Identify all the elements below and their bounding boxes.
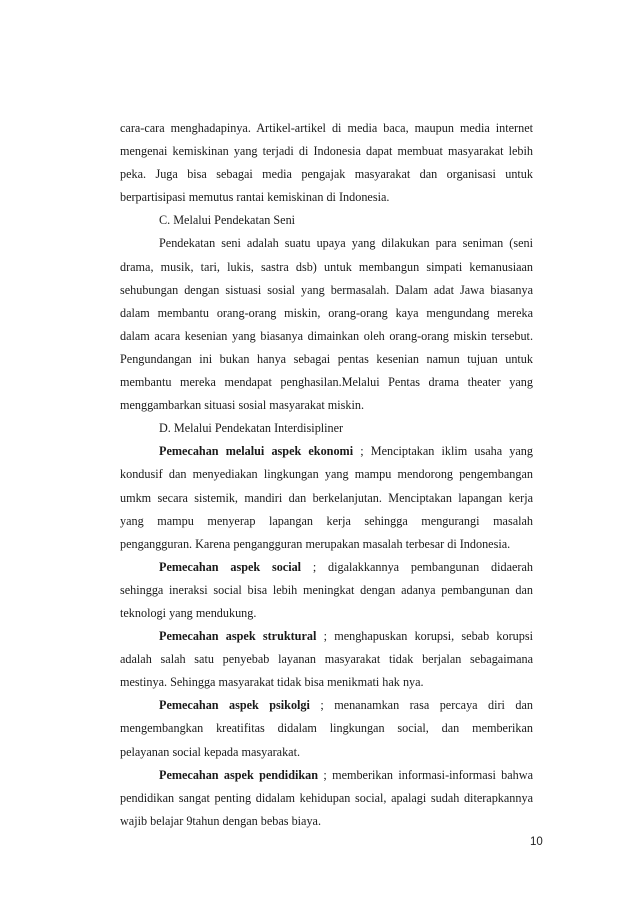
text-line [120,510,533,533]
line-text: Pendekatan seni adalah suatu upaya yang dilakukan para seniman (seni [159,236,533,251]
line-text: sehubungan dengan sistuasi sosial yang bermasalah. Dalam adat Jawa biasanya [120,282,533,297]
text-line [120,186,533,209]
line-text: membantu mereka mendapat penghasilan.Melalui Pentas drama theater yang [120,375,533,390]
text-line [120,671,533,694]
text-line [120,648,533,671]
line-text: cara-cara menghadapinya. Artikel-artikel di media baca, maupun media internet [120,121,533,135]
text-line [120,463,533,486]
line-text: C. Melalui Pendekatan Seni [159,213,296,228]
line-text: drama, musik, tari, lukis, sastra dsb) untuk membangun simpati kemanusiaan [120,259,533,274]
body-text [120,117,533,833]
text-line [120,371,533,394]
line-text: wajib belajar 9tahun dengan bebas biaya. [120,813,322,828]
line-text: adalah salah satu penyebab layanan masyarakat tidak berjalan sebagaimana [120,652,533,667]
line-text: mengenai kemiskinan yang terjadi di Indonesia dapat membuat masyarakat lebih [120,144,533,159]
bold-heading: Pemecahan aspek struktural [159,629,317,644]
text-line [120,602,533,625]
text-line [120,348,533,371]
line-text: ; menanamkan rasa percaya diri dan [309,698,533,713]
text-line [120,764,533,787]
text-line [120,717,533,740]
text-line [120,556,533,579]
line-text: ; memberikan informasi-informasi bahwa [318,767,533,782]
text-line [120,279,533,302]
text-line [120,487,533,510]
line-text: pelayanan social kepada masyarakat. [120,744,301,759]
line-text: pengangguran. Karena pengangguran merupakan masalah terbesar di Indonesia. [120,536,511,551]
line-text: mengembangkan kreatifitas didalam lingkungan social, dan memberikan [120,721,533,736]
text-line [120,440,533,463]
text-line [120,256,533,279]
text-line [120,579,533,602]
text-line [120,394,533,417]
text-line [120,232,533,255]
line-text: sehingga ineraksi social bisa lebih meningkat dengan adanya pembangunan dan [120,582,533,597]
text-line [120,163,533,186]
line-text: D. Melalui Pendekatan Interdisipliner [159,421,344,436]
line-text: ; Menciptakan iklim usaha yang [353,444,533,459]
line-text: menggambarkan situasi sosial masyarakat miskin. [120,398,365,413]
line-text: yang mampu menyerap lapangan kerja sehingga mengurangi masalah [120,513,533,528]
bold-heading: Pemecahan melalui aspek ekonomi [159,444,354,459]
line-text: peka. Juga bisa sebagai media pengajak masyarakat dan organisasi untuk [120,167,533,182]
text-line [120,325,533,348]
text-line [120,625,533,648]
line-text: Pengundangan ini bukan hanya sebagai pentas kesenian namun tujuan untuk [120,351,533,366]
text-line [120,694,533,717]
bold-heading: Pemecahan aspek psikolgi [159,698,310,713]
line-text: dalam acara kesenian yang biasanya dimainkan oleh orang-orang miskin tersebut. [120,328,533,343]
text-line [120,302,533,325]
line-text: kondusif dan menyediakan lingkungan yang mampu mendorong pengembangan [120,467,533,482]
line-text: berpartisipasi memutus rantai kemiskinan di Indonesia. [120,190,390,205]
line-text: pendidikan sangat penting didalam kehidupan social, apalagi sudah diterapkannya [120,790,533,805]
line-text: umkm secara sistemik, mandiri dan berkelanjutan. Menciptakan lapangan kerja [120,490,533,505]
line-text: mestinya. Sehingga masyarakat tidak bisa menikmati hak nya. [120,675,424,690]
line-text: teknologi yang mendukung. [120,605,257,620]
bold-heading: Pemecahan aspek social [159,559,302,574]
text-line [120,787,533,810]
line-text: dalam membantu orang-orang miskin, orang-orang kaya mengundang mereka [120,305,533,320]
page-number: 10 [530,836,543,848]
bold-heading: Pemecahan aspek pendidikan [159,767,319,782]
line-text: ; menghapuskan korupsi, sebab korupsi [316,629,533,644]
text-line [120,117,533,140]
text-line [120,533,533,556]
line-text: ; digalakkannya pembangunan didaerah [301,559,533,574]
text-line [120,741,533,764]
text-line [120,417,533,440]
text-line [120,209,533,232]
text-line [120,140,533,163]
text-line [120,810,533,833]
